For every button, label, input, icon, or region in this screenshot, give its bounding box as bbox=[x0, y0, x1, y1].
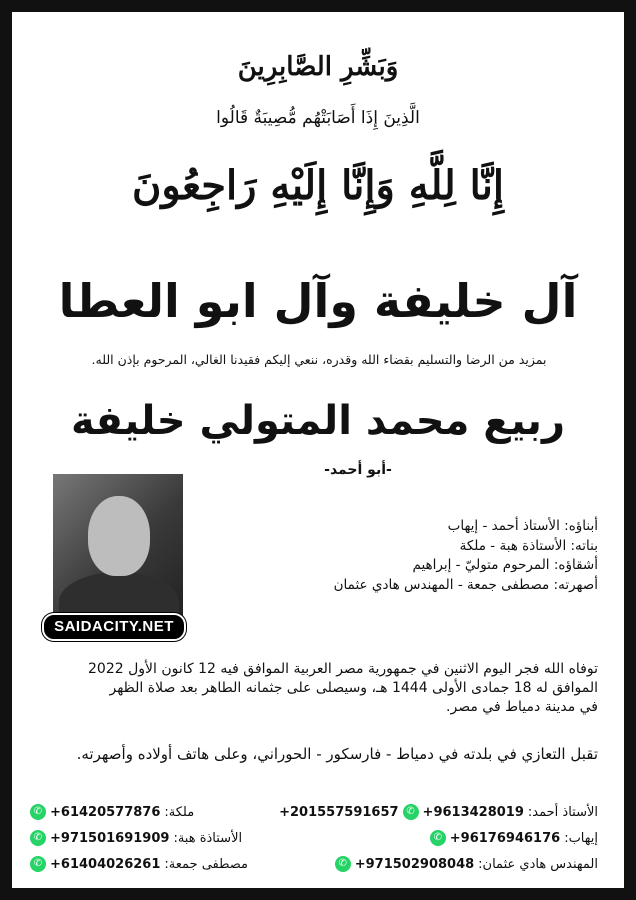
verse-line-2: الَّذِينَ إِذَا أَصَابَتْهُم مُّصِيبَةٌ قَالُوا bbox=[216, 108, 420, 128]
phone-number[interactable]: +61404026261 bbox=[50, 856, 161, 872]
relatives-sons: أبناؤه: الأستاذ أحمد - إيهاب bbox=[447, 518, 598, 534]
family-heading: آل خليفة وآل ابو العطا bbox=[58, 274, 578, 328]
contact-label: ملكة: bbox=[164, 804, 195, 820]
contact-hadi bbox=[335, 856, 598, 872]
contact-label: المهندس هادي عثمان: bbox=[478, 856, 598, 872]
contact-label: الأستاذ أحمد: bbox=[527, 804, 598, 820]
phone-number[interactable]: +61420577876 bbox=[50, 804, 161, 820]
contact-label: إيهاب: bbox=[564, 830, 598, 846]
relatives-list bbox=[238, 517, 598, 595]
whatsapp-icon[interactable]: ✆ bbox=[430, 830, 446, 846]
deceased-photo bbox=[53, 474, 183, 619]
contact-label: الأستاذة هبة: bbox=[173, 830, 243, 846]
nickname: -أبو أحمد- bbox=[324, 462, 392, 478]
phone-number[interactable]: +96176946176 bbox=[449, 830, 561, 846]
announcement-line-3: في مدينة دمياط في مصر. bbox=[446, 699, 598, 715]
verse-line-3: إِنَّا لِلَّهِ وَإِنَّا إِلَيْهِ رَاجِعُونَ bbox=[131, 162, 505, 209]
whatsapp-icon[interactable]: ✆ bbox=[30, 830, 46, 846]
contact-ahmad bbox=[279, 804, 598, 820]
deceased-name: ربيع محمد المتولي خليفة bbox=[71, 398, 565, 444]
death-announcement bbox=[32, 660, 598, 717]
announcement-line-1: توفاه الله فجر اليوم الاثنين في جمهورية مصر العربية الموافق فيه 12 كانون الأول 2022 bbox=[88, 661, 598, 677]
whatsapp-icon[interactable]: ✆ bbox=[403, 804, 419, 820]
contacts-section bbox=[12, 792, 624, 882]
phone-number[interactable]: +201557591657 bbox=[279, 804, 399, 820]
contact-hiba bbox=[30, 830, 242, 846]
contact-mustafa bbox=[30, 856, 248, 872]
whatsapp-icon[interactable]: ✆ bbox=[30, 856, 46, 872]
phone-number[interactable]: +9613428019 bbox=[422, 804, 524, 820]
whatsapp-icon[interactable]: ✆ bbox=[30, 804, 46, 820]
contact-malaka bbox=[30, 804, 194, 820]
contact-ihab bbox=[430, 830, 598, 846]
obituary-card bbox=[12, 12, 624, 888]
intro-text: بمزيد من الرضا والتسليم بقضاء الله وقدره، ننعي إليكم فقيدنا الغالي، المرحوم بإذن الله. bbox=[91, 352, 547, 367]
relatives-siblings: أشقاؤه: المرحوم متوليّ - إبراهيم bbox=[412, 557, 598, 573]
condolence-text: تقبل التعازي في بلدته في دمياط - فارسكور - الحوراني، وعلى هاتف أولاده وأصهرته. bbox=[76, 745, 598, 763]
phone-number[interactable]: +971502908048 bbox=[354, 856, 475, 872]
phone-number[interactable]: +971501691909 bbox=[50, 830, 170, 846]
relatives-in-laws: أصهرته: مصطفى جمعة - المهندس هادي عثمان bbox=[333, 576, 598, 593]
watermark-badge: SAIDACITY.NET bbox=[42, 613, 186, 641]
whatsapp-icon[interactable]: ✆ bbox=[335, 856, 351, 872]
contact-label: مصطفى جمعة: bbox=[164, 856, 249, 872]
relatives-daughters: بناته: الأستاذة هبة - ملكة bbox=[459, 537, 598, 554]
announcement-line-2: الموافق له 18 جمادى الأولى 1444 هـ، وسيصلى على جثمانه الطاهر بعد صلاة الظهر bbox=[109, 680, 598, 696]
verse-line-1: وَبَشِّرِ الصَّابِرِينَ bbox=[237, 52, 399, 82]
